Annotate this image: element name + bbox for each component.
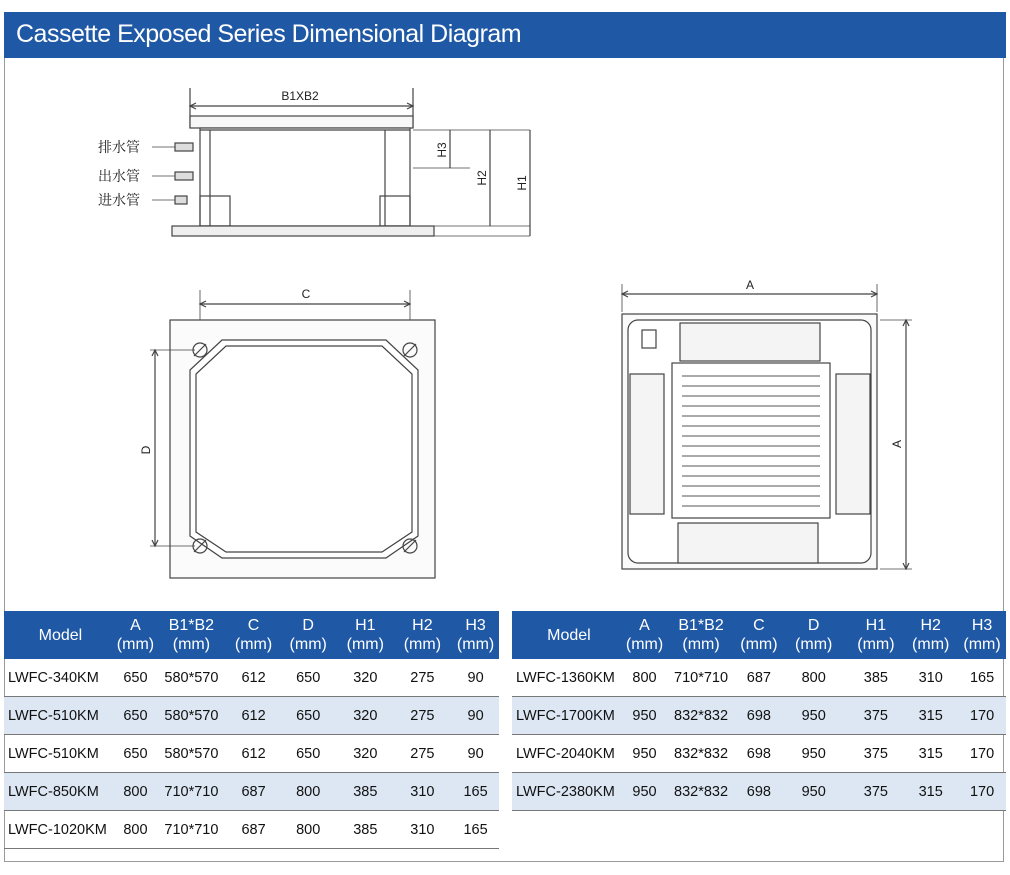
column-header-label: B1*B2 [678, 617, 724, 634]
table-row [4, 659, 499, 697]
model-cell: LWFC-1020KM [4, 811, 117, 849]
column-header-label: Model [38, 626, 83, 644]
value-cell: 832*832 [663, 697, 739, 735]
value-cell: 950 [626, 735, 663, 773]
value-cell: 698 [739, 735, 779, 773]
label-drain-pipe: 排水管 [98, 139, 140, 155]
value-cell: 650 [117, 659, 154, 697]
value-cell: 950 [779, 735, 849, 773]
value-cell: 950 [779, 773, 849, 811]
table-header-row [512, 611, 1006, 659]
table-row [4, 697, 499, 735]
value-cell: 275 [393, 697, 453, 735]
column-header-unit: (mm) [289, 636, 327, 653]
column-header [779, 611, 849, 659]
value-cell: 650 [278, 735, 338, 773]
value-cell: 275 [393, 659, 453, 697]
value-cell: 687 [229, 811, 279, 849]
column-header-label: H3 [465, 617, 486, 634]
label-b1xb2: B1XB2 [281, 89, 319, 103]
column-header-unit: (mm) [857, 636, 895, 653]
unit-top-cap [190, 116, 413, 128]
outlet-bottom [678, 523, 818, 563]
value-cell: 710*710 [154, 811, 229, 849]
model-cell: LWFC-1360KM [512, 659, 626, 697]
outlet-top [680, 323, 820, 361]
unit-body [200, 128, 410, 226]
outlet-left [630, 374, 664, 514]
column-header-unit: (mm) [963, 636, 1001, 653]
panel-view [622, 284, 912, 569]
value-cell: 385 [338, 811, 393, 849]
model-cell: LWFC-510KM [4, 735, 117, 773]
table-header-row [4, 611, 499, 659]
column-header-label: D [807, 617, 820, 634]
value-cell: 170 [958, 773, 1006, 811]
value-cell: 310 [393, 811, 453, 849]
value-cell: 612 [229, 697, 279, 735]
value-cell: 950 [626, 697, 663, 735]
value-cell: 310 [393, 773, 453, 811]
value-cell: 275 [393, 735, 453, 773]
value-cell: 90 [452, 659, 499, 697]
column-header [117, 611, 154, 659]
value-cell: 165 [452, 811, 499, 849]
table-row [4, 811, 499, 849]
value-cell: 170 [958, 735, 1006, 773]
title-bar [4, 12, 1006, 58]
table-row [512, 735, 1006, 773]
value-cell: 687 [229, 773, 279, 811]
column-header-unit: (mm) [625, 636, 664, 653]
label-d: D [139, 445, 153, 455]
pipe-inlet [175, 196, 187, 204]
pipe-drain [175, 143, 193, 151]
column-header-label: H2 [412, 617, 433, 634]
value-cell: 320 [338, 697, 393, 735]
column-header [4, 611, 117, 659]
column-header-unit: (mm) [346, 636, 384, 653]
column-header [154, 611, 229, 659]
column-header-unit: (mm) [456, 636, 495, 653]
model-cell: LWFC-2040KM [512, 735, 626, 773]
label-outlet-pipe: 出水管 [98, 168, 140, 184]
column-header [393, 611, 453, 659]
column-header [229, 611, 279, 659]
column-header-label: D [302, 617, 314, 634]
column-header-label: C [247, 617, 260, 634]
column-header-label: A [639, 617, 650, 634]
value-cell: 170 [958, 697, 1006, 735]
column-header-label: C [753, 617, 765, 634]
model-cell: LWFC-510KM [4, 697, 117, 735]
spec-table-left [4, 611, 499, 849]
value-cell: 650 [278, 697, 338, 735]
model-cell: LWFC-340KM [4, 659, 117, 697]
value-cell: 580*570 [154, 735, 229, 773]
column-header-label: H2 [920, 617, 941, 634]
column-header-unit: (mm) [682, 636, 720, 653]
column-header-label: H3 [971, 617, 993, 634]
column-header [512, 611, 626, 659]
page-title: Cassette Exposed Series Dimensional Diagram [16, 20, 522, 48]
value-cell: 650 [117, 697, 154, 735]
column-header-unit: (mm) [172, 636, 211, 653]
value-cell: 950 [779, 697, 849, 735]
label-h2: H2 [475, 170, 489, 186]
pipe-outlet [175, 172, 193, 180]
value-cell: 698 [739, 773, 779, 811]
column-header [849, 611, 904, 659]
column-header [903, 611, 958, 659]
column-header [663, 611, 739, 659]
value-cell: 710*710 [663, 659, 739, 697]
value-cell: 612 [229, 659, 279, 697]
dimensional-diagram [0, 58, 1010, 610]
table-row [4, 773, 499, 811]
value-cell: 580*570 [154, 659, 229, 697]
value-cell: 90 [452, 735, 499, 773]
value-cell: 612 [229, 735, 279, 773]
spec-table-right [512, 611, 1006, 811]
value-cell: 687 [739, 659, 779, 697]
value-cell: 800 [117, 773, 154, 811]
label-a-top: A [745, 278, 755, 292]
value-cell: 385 [338, 773, 393, 811]
base-panel [172, 226, 434, 236]
value-cell: 950 [626, 773, 663, 811]
value-cell: 710*710 [154, 773, 229, 811]
value-cell: 315 [903, 697, 958, 735]
bottom-view [150, 290, 435, 578]
column-header-unit: (mm) [795, 636, 833, 653]
column-header-label: A [130, 617, 141, 634]
value-cell: 90 [452, 697, 499, 735]
value-cell: 800 [779, 659, 849, 697]
mounting-plate [190, 340, 418, 558]
value-cell: 165 [958, 659, 1006, 697]
value-cell: 650 [278, 659, 338, 697]
table-row [512, 659, 1006, 697]
value-cell: 375 [849, 773, 904, 811]
column-header-unit: (mm) [403, 636, 442, 653]
column-header [626, 611, 663, 659]
label-inlet-pipe: 进水管 [98, 192, 140, 208]
value-cell: 375 [849, 697, 904, 735]
table-row [512, 697, 1006, 735]
column-header [338, 611, 393, 659]
label-a-side: A [890, 439, 904, 449]
model-cell: LWFC-850KM [4, 773, 117, 811]
column-header [958, 611, 1006, 659]
column-header-unit: (mm) [116, 636, 155, 653]
value-cell: 320 [338, 659, 393, 697]
value-cell: 832*832 [663, 773, 739, 811]
column-header-label: H1 [355, 617, 376, 634]
outlet-right [836, 374, 870, 514]
value-cell: 580*570 [154, 697, 229, 735]
table-row [512, 773, 1006, 811]
column-header-unit: (mm) [740, 636, 778, 653]
value-cell: 385 [849, 659, 904, 697]
value-cell: 320 [338, 735, 393, 773]
label-h1: H1 [515, 175, 529, 191]
column-header-unit: (mm) [912, 636, 950, 653]
label-c: C [301, 287, 311, 301]
column-header [452, 611, 499, 659]
column-header-unit: (mm) [234, 636, 273, 653]
value-cell: 832*832 [663, 735, 739, 773]
value-cell: 800 [278, 773, 338, 811]
value-cell: 375 [849, 735, 904, 773]
value-cell: 315 [903, 773, 958, 811]
column-header-label: B1*B2 [168, 617, 215, 634]
value-cell: 800 [626, 659, 663, 697]
value-cell: 310 [903, 659, 958, 697]
value-cell: 315 [903, 735, 958, 773]
value-cell: 698 [739, 697, 779, 735]
value-cell: 650 [117, 735, 154, 773]
table-row [4, 735, 499, 773]
column-header-label: H1 [865, 617, 887, 634]
column-header [278, 611, 338, 659]
label-h3: H3 [435, 142, 449, 158]
model-cell: LWFC-1700KM [512, 697, 626, 735]
column-header-label: Model [547, 626, 591, 644]
side-view [152, 88, 530, 236]
value-cell: 165 [452, 773, 499, 811]
model-cell: LWFC-2380KM [512, 773, 626, 811]
value-cell: 800 [117, 811, 154, 849]
column-header [739, 611, 779, 659]
value-cell: 800 [278, 811, 338, 849]
